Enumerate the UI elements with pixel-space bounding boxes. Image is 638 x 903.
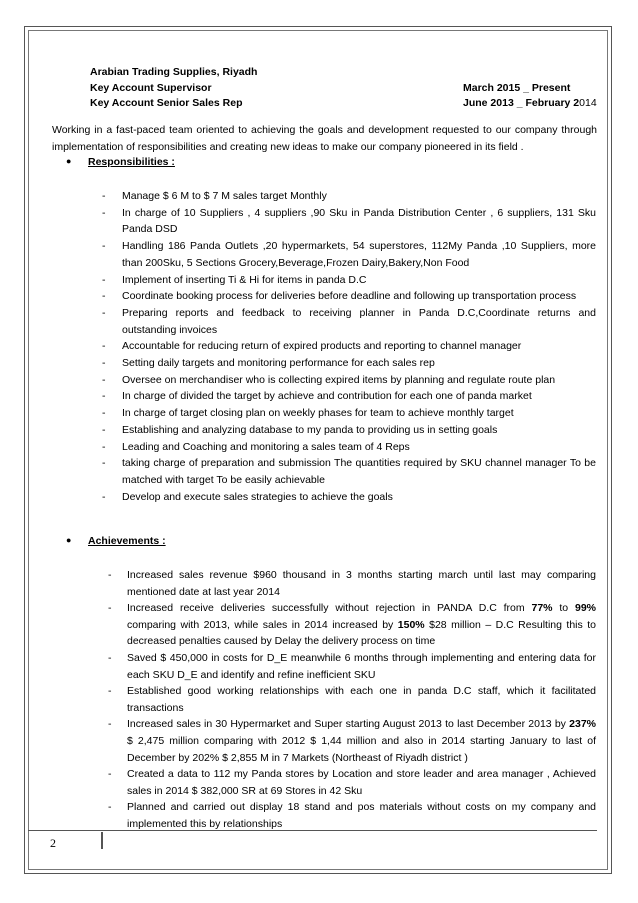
achievement-highlight: 77% [531, 602, 553, 615]
achievement-highlight: 150% [397, 618, 425, 631]
achievements-list [106, 567, 596, 833]
role-2-dates [463, 97, 597, 110]
responsibility-item: - Setting daily targets and monitoring performance for each sales rep [100, 355, 596, 372]
role-2-dates-plain: 014 [579, 97, 597, 109]
role-1-dates: March 2015 _ Present [463, 82, 571, 94]
responsibility-item: - Leading and Coaching and monitoring a sales team of 4 Reps [100, 439, 596, 456]
responsibility-item: - taking charge of preparation and submission The quantities required by SKU channel manager To be matched with target To be easily achievable [100, 455, 596, 488]
responsibility-item: - Develop and execute sales strategies to achieve the goals [100, 489, 596, 506]
achievement-item: - Saved $ 450,000 in costs for D_E meanwhile 6 months through implementing and entering data for each SKU D_E and identify and refine inefficient SKU [106, 650, 596, 683]
achievement-item: - Established good working relationships with each one in panda D.C staff, which it facilitated transactions [106, 683, 596, 716]
achievement-highlight: 99% [574, 602, 596, 615]
responsibility-item: - Implement of inserting Ti & Hi for items in panda D.C [100, 272, 596, 289]
responsibilities-list [100, 188, 596, 505]
responsibility-item: - Handling 186 Panda Outlets ,20 hypermarkets, 54 superstores, 112My Panda ,10 Suppliers, more than 200Sku, 5 Sections Grocery,Beverage,Frozen Dairy,Bakery,Non Food [100, 238, 596, 271]
responsibilities-title: Responsibilities : [88, 156, 175, 168]
achievement-item: - Planned and carried out display 18 stand and pos materials without costs on my company and implemented this by relationships [106, 799, 596, 832]
responsibility-item: - Accountable for reducing return of expired products and reporting to channel manager [100, 338, 596, 355]
responsibility-item: - Establishing and analyzing database to my panda to providing us in setting goals [100, 422, 596, 439]
achievement-item: - Increased sales revenue $960 thousand in 3 months starting march until last may comparing mentioned date at last year 2014 [106, 567, 596, 600]
responsibility-item: - In charge of 10 Suppliers , 4 suppliers ,90 Sku in Panda Distribution Center , 6 suppliers, 131 Sku Panda DSD [100, 205, 596, 238]
achievement-text: $28 million – D.C Resulting this to decreased penalties caused by Delay the delivery process on time [127, 618, 596, 648]
bullet-dot-icon: ● [66, 535, 72, 545]
role-1-title: Key Account Supervisor [90, 82, 212, 94]
responsibility-item: - In charge of target closing plan on weekly phases for team to achieve monthly target [100, 405, 596, 422]
bullet-dot-icon: ● [66, 156, 72, 166]
page-number: 2 [50, 836, 56, 850]
achievement-text: Increased sales in 30 Hypermarket and Super starting August 2013 to last December 2013 by [127, 718, 570, 731]
responsibility-item: - Oversee on merchandiser who is collecting expired items by planning and regulate route plan [100, 372, 596, 389]
achievement-text: to [552, 602, 575, 615]
responsibility-item: - In charge of divided the target by achieve and contribution for each one of panda market [100, 388, 596, 405]
achievement-text: $ 2,475 million comparing with 2012 $ 1,44 million and also in 2014 starting January to last of December by 202% $ 2,855 M in 7 Markets (Northeast of Riyadh district ) [127, 734, 596, 764]
page-number-separator [101, 832, 103, 849]
achievement-item [106, 716, 596, 766]
footer-divider [28, 830, 597, 831]
achievement-text: comparing with 2013, while sales in 2014 increased by [127, 618, 398, 631]
responsibility-item: - Coordinate booking process for deliveries before deadline and following up transportation process [100, 288, 596, 305]
achievement-highlight: 237% [569, 718, 596, 731]
role-2-dates-bold: June 2013 _ February 2 [463, 97, 580, 109]
responsibility-item: - Manage $ 6 M to $ 7 M sales target Monthly [100, 188, 596, 205]
company-name: Arabian Trading Supplies, Riyadh [90, 66, 258, 78]
responsibility-item: - Preparing reports and feedback to receiving planner in Panda D.C,Coordinate returns and outstanding invoices [100, 305, 596, 338]
achievement-item: - Created a data to 112 my Panda stores by Location and store leader and area manager , Achieved sales in 2014 $ 382,000 SR at 69 Stores in 42 Sku [106, 766, 596, 799]
intro-paragraph: Working in a fast-paced team oriented to achieving the goals and development requested to our company through implementation of responsibilities and creating new ideas to make our company pioneered in its field . [52, 124, 597, 153]
achievement-text: Increased receive deliveries successfully without rejection in PANDA D.C from [127, 602, 532, 615]
role-2-title: Key Account Senior Sales Rep [90, 97, 243, 109]
achievement-item [106, 600, 596, 650]
achievements-title: Achievements : [88, 535, 166, 547]
